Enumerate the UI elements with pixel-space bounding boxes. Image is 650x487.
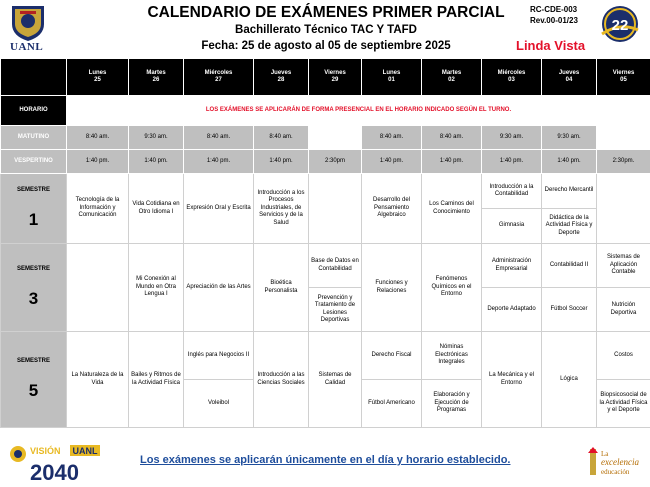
time-cell: 8:40 am. (67, 126, 129, 150)
exam-cell: Desarrollo del Pensamiento Algebraico (362, 174, 422, 244)
page-title: CALENDARIO DE EXÁMENES PRIMER PARCIAL (147, 4, 505, 21)
time-cell: 1:40 pm. (542, 150, 597, 174)
time-cell: 8:40 am. (254, 126, 309, 150)
exam-cell: Bioética Personalista (254, 244, 309, 332)
semester-number: 5 (28, 380, 39, 400)
day-header: Miércoles 03 (482, 59, 542, 96)
exam-cell: Introducción a las Ciencias Sociales (254, 332, 309, 428)
exam-cell: Fenómenos Químicos en el Entorno (422, 244, 482, 332)
semester-5-label: SEMESTRE 5 (1, 332, 67, 428)
page-subtitle: Bachillerato Técnico TAC Y TAFD (235, 24, 417, 36)
exam-cell: Sistemas de Aplicación Contable (597, 244, 650, 288)
exam-cell: Fútbol Soccer (542, 288, 597, 332)
excelencia-logo-icon (586, 445, 642, 481)
time-cell: 1:40 pm. (129, 150, 184, 174)
exam-cell: Deporte Adaptado (482, 288, 542, 332)
uanl-logo-text: UANL (10, 41, 44, 53)
page-footer (0, 437, 650, 487)
time-cell: 9:30 am. (542, 126, 597, 150)
exam-cell: Sistemas de Calidad (309, 332, 362, 428)
time-cell: 8:40 am. (422, 126, 482, 150)
exam-cell: Funciones y Relaciones (362, 244, 422, 332)
exam-cell: La Mecánica y el Entorno (482, 332, 542, 428)
matutino-label: MATUTINO (1, 126, 67, 150)
vision-brand: UANL (72, 446, 98, 456)
time-cell: 1:40 pm. (67, 150, 129, 174)
time-cell: 1:40 pm. (482, 150, 542, 174)
exam-cell: Voleibol (184, 380, 254, 428)
presential-notice: LOS EXÁMENES SE APLICARÁN DE FORMA PRESENCIAL EN EL HORARIO INDICADO SEGÚN EL TURNO. (67, 96, 650, 126)
day-header: Lunes 25 (67, 59, 129, 96)
exam-cell: Tecnología de la Información y Comunicación (67, 174, 129, 244)
exam-cell: Introducción a la Contabilidad (482, 174, 542, 209)
semester-number: 1 (28, 209, 39, 229)
exam-cell: Bailes y Ritmos de la Actividad Física (129, 332, 184, 428)
exam-cell: Nóminas Electrónicas Integrales (422, 332, 482, 380)
day-header: Jueves 28 (254, 59, 309, 96)
exam-cell: Contabilidad II (542, 244, 597, 288)
exam-cell: Costos (597, 332, 650, 380)
exam-cell: Base de Datos en Contabilidad (309, 244, 362, 288)
document-revision: Rev.00-01/23 (530, 16, 578, 25)
semester-3-row (1, 244, 650, 288)
semester-3-label: SEMESTRE 3 (1, 244, 67, 332)
time-cell: 8:40 am. (362, 126, 422, 150)
exam-cell (67, 244, 129, 332)
time-cell (309, 126, 362, 150)
exam-cell: Derecho Fiscal (362, 332, 422, 380)
exam-cell: Apreciación de las Artes (184, 244, 254, 332)
svg-text:educación: educación (601, 468, 630, 476)
prepa-number-text: 22 (611, 17, 629, 34)
prepa-22-logo-icon (598, 4, 642, 44)
vision-uanl-2040-logo-icon (8, 440, 108, 484)
exam-cell: Prevención y Tratamiento de Lesiones Deportivas (309, 288, 362, 332)
time-cell (597, 126, 650, 150)
exam-cell: Elaboración y Ejecución de Programas (422, 380, 482, 428)
svg-text:excelencia: excelencia (601, 457, 639, 467)
time-cell: 8:40 am. (184, 126, 254, 150)
semester-5-row (1, 332, 650, 380)
exam-cell: Administración Empresarial (482, 244, 542, 288)
day-header-row (1, 59, 650, 96)
time-cell: 1:40 pm. (184, 150, 254, 174)
exam-cell: Introducción a los Procesos Industriales, de Servicios y de la Salud (254, 174, 309, 244)
exam-cell: Derecho Mercantil (542, 174, 597, 209)
exam-cell: Los Caminos del Conocimiento (422, 174, 482, 244)
document-code: RC-CDE-003 (530, 5, 578, 14)
uanl-shield-icon (6, 2, 50, 42)
exam-cell: Inglés para Negocios II (184, 332, 254, 380)
campus-name: Linda Vista (516, 38, 586, 53)
exam-cell: Lógica (542, 332, 597, 428)
vision-word: VISIÓN (30, 446, 61, 456)
exam-cell: La Naturaleza de la Vida (67, 332, 129, 428)
exam-cell (597, 174, 650, 244)
date-range: Fecha: 25 de agosto al 05 de septiembre 2025 (201, 40, 451, 52)
vespertino-row (1, 150, 650, 174)
day-header: Jueves 04 (542, 59, 597, 96)
semester-1-row (1, 174, 650, 209)
time-cell: 2:30pm. (597, 150, 650, 174)
vespertino-label: VESPERTINO (1, 150, 67, 174)
exam-cell (309, 174, 362, 244)
page-header (0, 0, 650, 58)
day-header: Viernes 29 (309, 59, 362, 96)
exam-cell: Mi Conexión al Mundo en Otra Lengua I (129, 244, 184, 332)
time-cell: 2:30pm (309, 150, 362, 174)
vision-year: 2040 (30, 460, 79, 484)
horario-label: HORARIO (1, 96, 67, 126)
time-cell: 1:40 pm. (362, 150, 422, 174)
horario-row (1, 96, 650, 126)
time-cell: 1:40 pm. (254, 150, 309, 174)
day-header: Martes 02 (422, 59, 482, 96)
day-header: Martes 26 (129, 59, 184, 96)
exam-cell: Vida Cotidiana en Otro Idioma I (129, 174, 184, 244)
time-cell: 9:30 am. (482, 126, 542, 150)
exam-cell: Nutrición Deportiva (597, 288, 650, 332)
footer-note: Los exámenes se aplicarán únicamente en el día y horario establecido. (140, 454, 511, 466)
exam-cell: Didáctica de la Actividad Física y Deporte (542, 209, 597, 244)
exam-cell: Biopsicosocial de la Actividad Física y el Deporte (597, 380, 650, 428)
day-header: Miércoles 27 (184, 59, 254, 96)
exam-schedule-table (0, 58, 650, 428)
time-cell: 9:30 am. (129, 126, 184, 150)
exam-cell: Fútbol Americano (362, 380, 422, 428)
exam-cell: Gimnasia (482, 209, 542, 244)
day-header: Viernes 05 (597, 59, 650, 96)
header-corner (1, 59, 67, 96)
matutino-row (1, 126, 650, 150)
day-header: Lunes 01 (362, 59, 422, 96)
time-cell: 1:40 pm. (422, 150, 482, 174)
semester-number: 3 (28, 288, 39, 308)
svg-text:La: La (601, 450, 609, 458)
exam-cell: Expresión Oral y Escrita (184, 174, 254, 244)
semester-1-label: SEMESTRE 1 (1, 174, 67, 244)
